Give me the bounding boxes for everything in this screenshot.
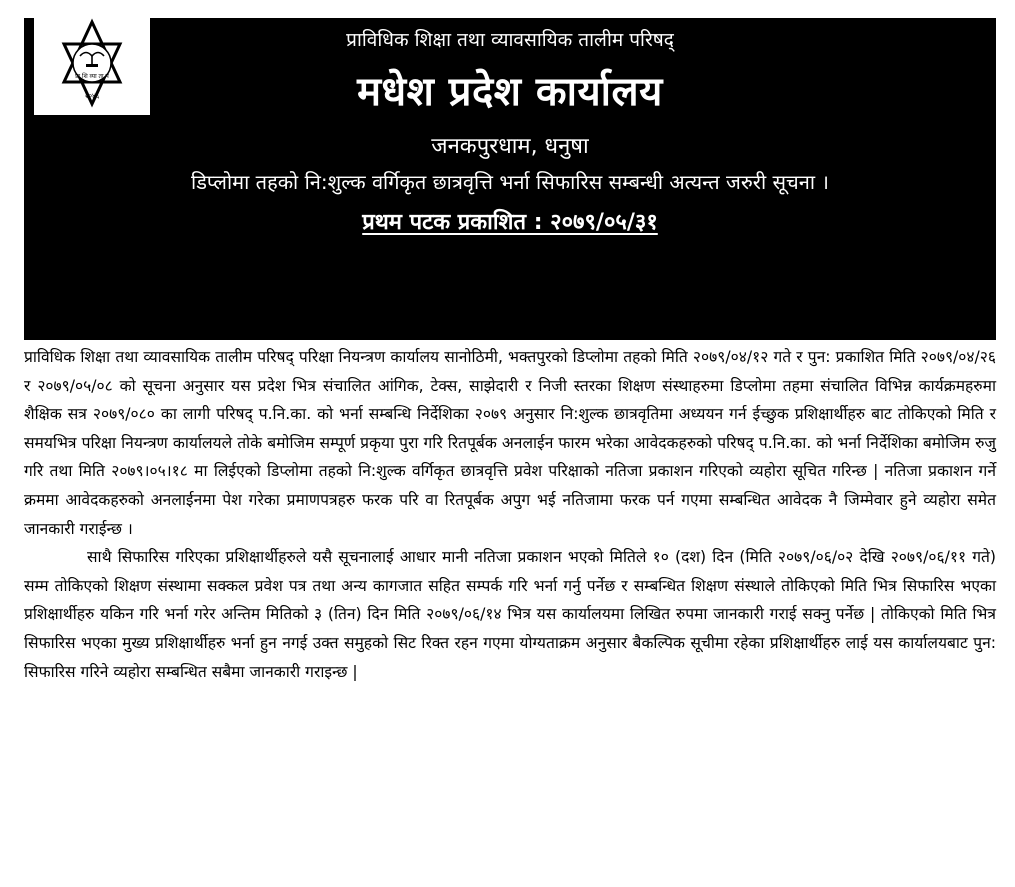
logo-year: २०४६ <box>84 92 100 100</box>
office-title: मधेश प्रदेश कार्यालय <box>357 69 663 115</box>
publication-date: प्रथम पटक प्रकाशित : २०७९/०५/३१ <box>362 210 658 235</box>
notice-subject: डिप्लोमा तहको नि:शुल्क वर्गिकृत छात्रवृत्ति भर्ना सिफारिस सम्बन्धी अत्यन्त जरुरी सूचना । <box>191 170 829 194</box>
body-paragraph-1: प्राविधिक शिक्षा तथा व्यावसायिक तालीम परिषद् परिक्षा नियन्त्रण कार्यालय सानोठिमी, भक्तपुरको डिप्लोमा तहको मिति २०७९/०४/१२ गते र पुन: प्रकाशित मिति २०७९/०४/२६ र २०७९/०५/०८ को सूचना अनुसार यस प्रदेश भित्र संचालित आंगिक, टेक्स, साझेदारी र निजी स्तरका शिक्षण संस्थाहरुमा डिप्लोमा तहमा संचालित विभिन्न कार्यक्रमहरुमा शैक्षिक सत्र २०७९/०८० का लागी परिषद् प.नि.का. को भर्ना सम्बन्धि निर्देशिका २०७९ अनुसार नि:शुल्क छात्रवृतिमा अध्ययन गर्न ईच्छुक प्रशिक्षार्थीहरु बाट तोकिएको मिति र समयभित्र परिक्षा नियन्त्रण कार्यालयले तोके बमोजिम सम्पूर्ण प्रकृया पुरा गरि रितपूर्बक अनलाईन फारम भरेका आवेदकहरुको परिषद् प.नि.का. को भर्ना निर्देशिका बमोजिम रुजु गरि तथा मिति २०७९।०५।१८ मा लिईएको डिप्लोमा तहको नि:शुल्क वर्गिकृत छात्रवृत्ति प्रवेश परिक्षाको नतिजा प्रकाशन गरिएको व्यहोरा सूचित गरिन्छ | नतिजा प्रकाशन गर्ने क्रममा आवेदकहरुको अनलाईनमा पेश गरेका प्रमाणपत्रहरु फरक परि वा रितपूर्बक अपुग भई नतिजामा फरक पर्न गएमा सम्बन्धित आवेदक नै जिम्मेवार हुने व्यहोरा समेत जानकारी गराईन्छ । <box>24 348 996 538</box>
office-location: जनकपुरधाम, धनुषा <box>431 134 589 159</box>
publication-line <box>24 206 996 236</box>
logo-text: प्रा शि व्या ता प <box>75 73 109 80</box>
notice-body <box>24 343 996 686</box>
body-paragraph-2: साथै सिफारिस गरिएका प्रशिक्षार्थीहरुले यसै सूचनालाई आधार मानी नतिजा प्रकाशन भएको मितिले १० (दश) दिन (मिति २०७९/०६/०२ देखि २०७९/०६/११ गते) सम्म तोकिएको शिक्षण संस्थामा सक्कल प्रवेश पत्र तथा अन्य कागजात सहित सम्पर्क गरि भर्ना गर्नु पर्नेछ र सम्बन्धित शिक्षण संस्थाले तोकिएको मिति भित्र सिफारिस भएका प्रशिक्षार्थीहरु यकिन गरि भर्ना गरेर अन्तिम मितिको ३ (तिन) दिन मिति २०७९/०६/१४ भित्र यस कार्यालयमा लिखित रुपमा जानकारी गराई सक्नु पर्नेछ | तोकिएको मिति भित्र सिफारिस भएका मुख्य प्रशिक्षार्थीहरु भर्ना हुन नगई उक्त समुहको सिट रिक्त रहन गएमा योग्यताक्रम अनुसार बैकल्पिक सूचीमा रहेका प्रशिक्षार्थीहरु लाई यस कार्यालयबाट पुन: सिफारिस गरिने व्यहोरा सम्बन्धित सबैमा जानकारी गराइन्छ | <box>24 548 996 681</box>
organization-name: प्राविधिक शिक्षा तथा व्यावसायिक तालीम परिषद् <box>346 29 674 51</box>
notice-header <box>24 18 996 340</box>
